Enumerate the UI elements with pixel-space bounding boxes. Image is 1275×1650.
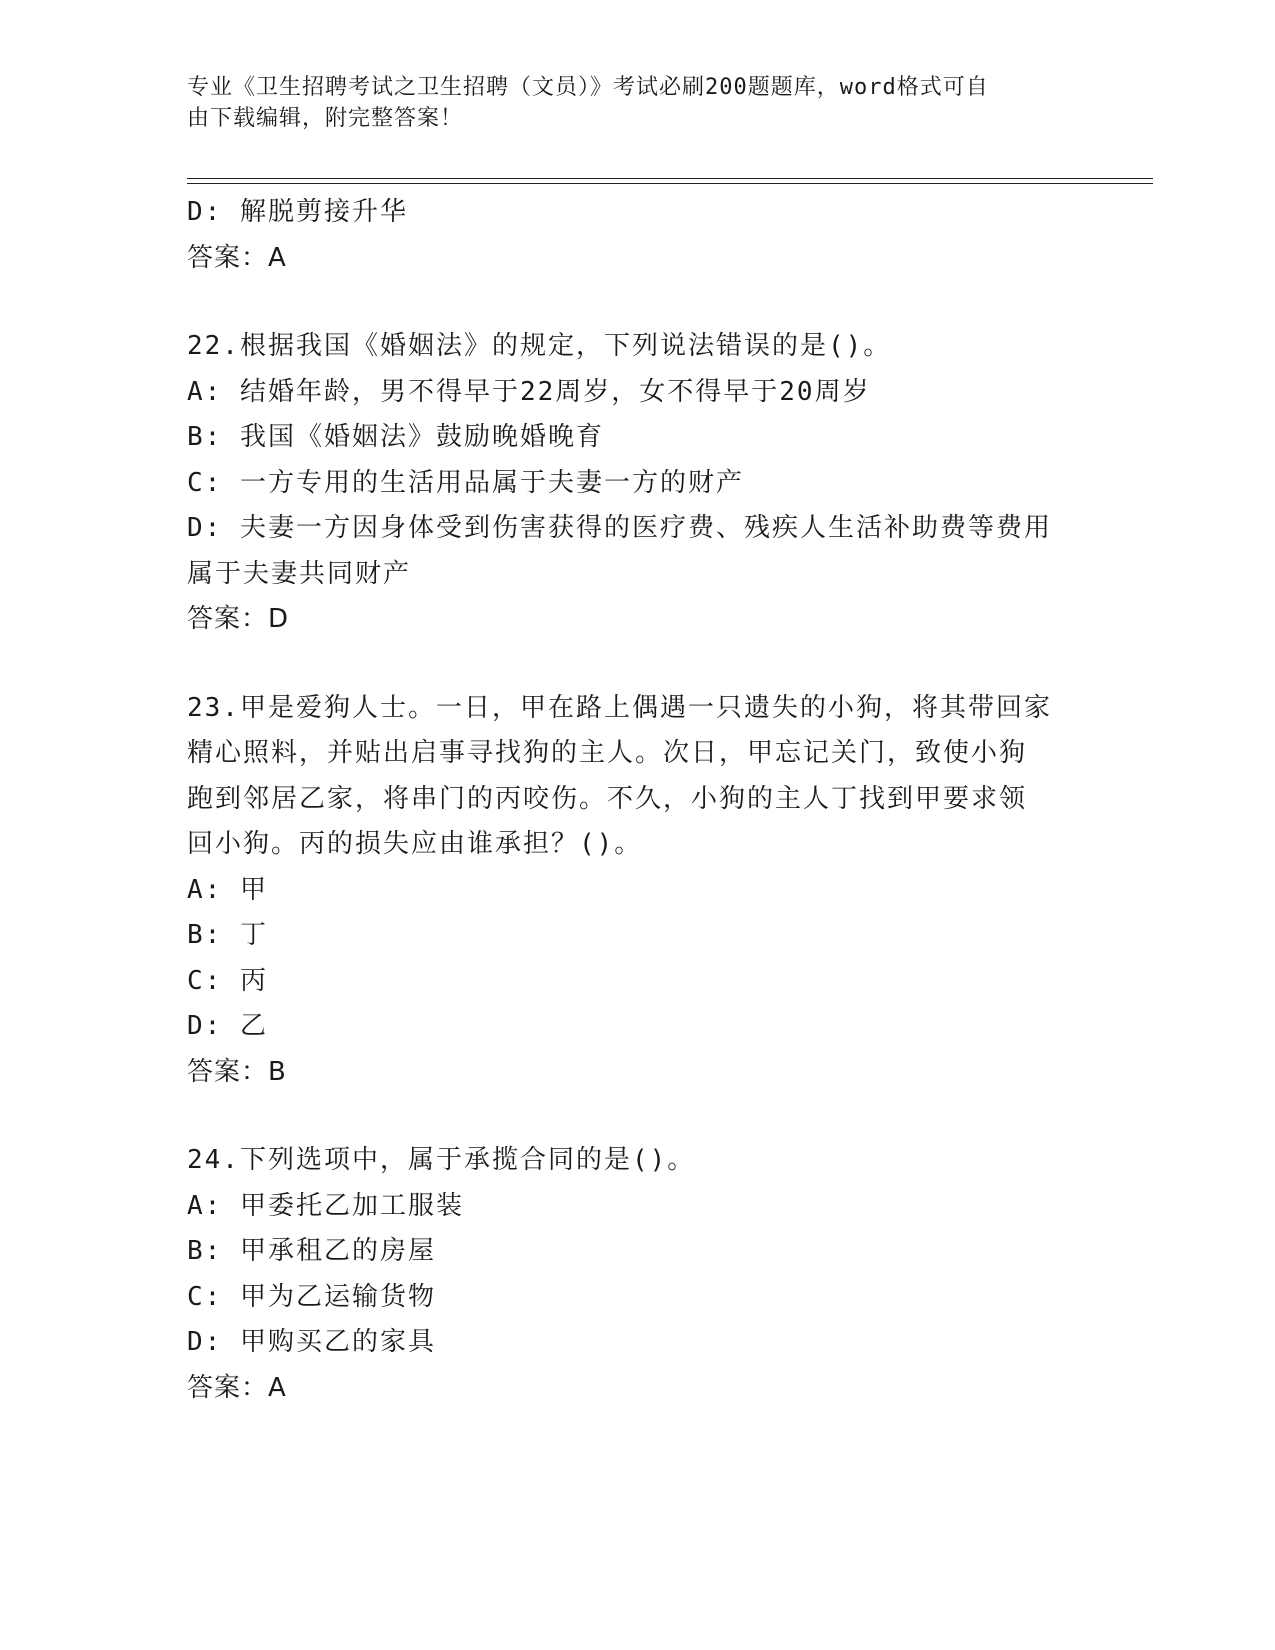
answer-line: 答案：A xyxy=(187,242,287,273)
option-d: D: 甲购买乙的家具 xyxy=(187,1327,436,1357)
question-text: 跑到邻居乙家，将串门的丙咬伤。不久，小狗的主人丁找到甲要求领 xyxy=(187,783,1028,814)
question-text: 精心照料，并贴出启事寻找狗的主人。次日，甲忘记关门，致使小狗 xyxy=(187,738,1028,768)
answer-line: 答案：B xyxy=(187,1056,287,1087)
question-text: 22.根据我国《婚姻法》的规定，下列说法错误的是()。 xyxy=(187,331,892,361)
option-a: A: 甲 xyxy=(187,874,268,905)
option-d: D: 夫妻一方因身体受到伤害获得的医疗费、残疾人生活补助费等费用 xyxy=(187,513,1052,543)
option-c: C: 一方专用的生活用品属于夫妻一方的财产 xyxy=(187,467,744,498)
question-text: 回小狗。丙的损失应由谁承担？()。 xyxy=(187,829,643,859)
option-b: B: 丁 xyxy=(187,920,268,950)
option-c: C: 甲为乙运输货物 xyxy=(187,1281,436,1312)
option-b: B: 我国《婚姻法》鼓励晚婚晚育 xyxy=(187,422,604,452)
header-divider-bottom xyxy=(187,183,1153,184)
question-list xyxy=(187,190,1087,1411)
answer-line: 答案：A xyxy=(187,1372,287,1403)
question-24 xyxy=(187,1138,1087,1411)
option-d-continued: 属于夫妻共同财产 xyxy=(187,558,412,589)
header-line-2: 由下载编辑，附完整答案！ xyxy=(187,106,464,131)
question-21-tail xyxy=(187,190,1087,281)
spacer xyxy=(187,1095,1087,1138)
question-22 xyxy=(187,324,1087,643)
question-23 xyxy=(187,686,1087,1096)
option-d: D: 乙 xyxy=(187,1011,268,1041)
option-b: B: 甲承租乙的房屋 xyxy=(187,1236,436,1266)
spacer xyxy=(187,643,1087,686)
document-header xyxy=(187,72,1067,134)
spacer xyxy=(187,281,1087,324)
question-text: 23.甲是爱狗人士。一日，甲在路上偶遇一只遗失的小狗，将其带回家 xyxy=(187,692,1052,723)
header-line-1: 专业《卫生招聘考试之卫生招聘（文员）》考试必刷200题题库，word格式可自 xyxy=(187,75,989,100)
option-d: D: 解脱剪接升华 xyxy=(187,197,408,227)
header-divider-top xyxy=(187,178,1153,179)
answer-line: 答案：D xyxy=(187,604,290,634)
question-text: 24.下列选项中，属于承揽合同的是()。 xyxy=(187,1145,696,1175)
option-a: A: 结婚年龄，男不得早于22周岁，女不得早于20周岁 xyxy=(187,376,871,407)
option-a: A: 甲委托乙加工服装 xyxy=(187,1190,464,1221)
option-c: C: 丙 xyxy=(187,965,268,996)
